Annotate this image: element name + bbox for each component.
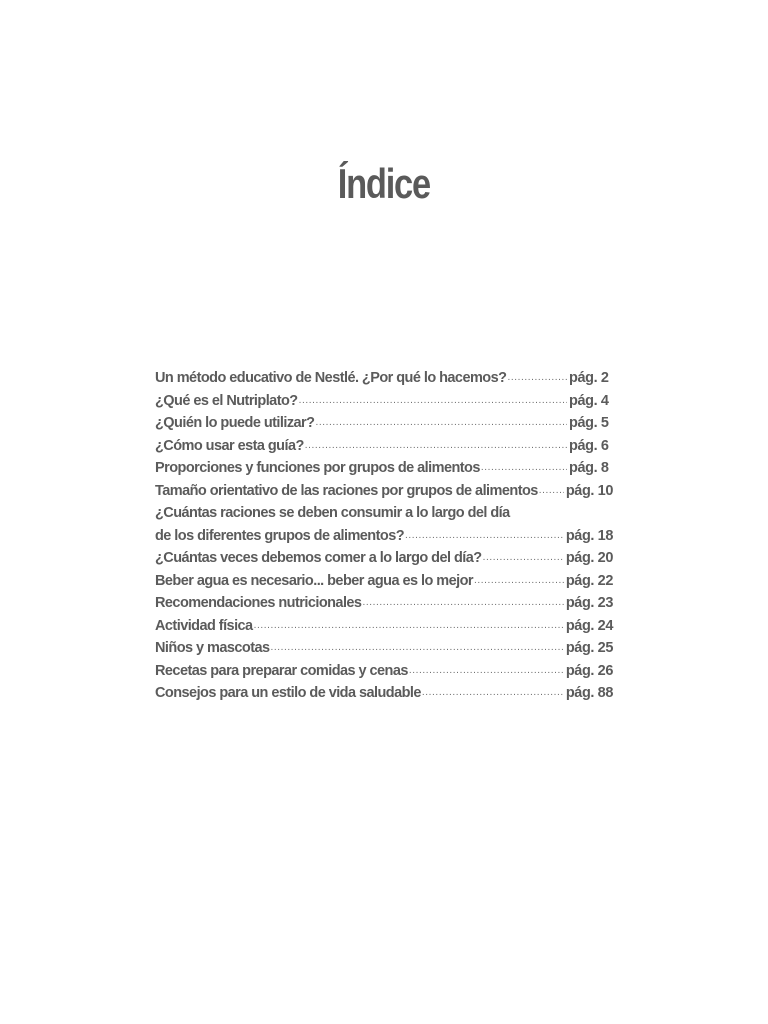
toc-entry-label: Tamaño orientativo de las raciones por grupos de alimentos [155,482,538,499]
toc-entry-page: pág. 20 [565,550,613,566]
dot-leader [405,525,564,548]
toc-entry-label: ¿Qué es el Nutriplato? [155,392,298,409]
toc-entry-label: ¿Cuántas raciones se deben consumir a lo largo del día [155,505,510,521]
dot-leader [539,480,564,503]
dot-leader [299,390,567,413]
toc-entry-page: pág. 8 [569,460,609,476]
dot-leader [362,592,563,615]
toc-entry-label: Recomendaciones nutricionales [155,595,362,611]
toc-entry[interactable] [155,480,613,503]
toc-entry[interactable] [155,390,613,413]
toc-entry-label: ¿Quién lo puede utilizar? [155,415,315,431]
toc-entry[interactable] [155,525,613,548]
toc-entry-page: pág. 23 [565,595,613,611]
toc-entry[interactable] [155,660,613,683]
toc-entry[interactable] [155,412,613,435]
dot-leader [483,547,564,570]
dot-leader [409,660,564,683]
toc-entry-page: pág. 2 [569,370,609,386]
toc-entry-page: pág. 18 [565,527,613,544]
toc-entry-page: pág. 24 [565,617,613,634]
dot-leader [254,615,564,638]
toc-entry-label: Un método educativo de Nestlé. ¿Por qué lo hacemos? [155,370,507,386]
toc-entry[interactable] [155,682,613,705]
toc-entry[interactable] [155,435,613,458]
toc-entry[interactable] [155,637,613,660]
dot-leader [305,435,567,458]
toc-entry[interactable] [155,615,613,638]
toc-entry-label: Niños y mascotas [155,640,270,656]
toc-entry-label: de los diferentes grupos de alimentos? [155,527,405,544]
toc-entry-page: pág. 10 [565,482,613,499]
toc-entry-page: pág. 22 [565,572,613,589]
dot-leader [315,412,567,435]
toc-entry-page: pág. 5 [569,415,609,431]
toc-entry-page: pág. 25 [565,640,613,656]
dot-leader [507,367,567,390]
dot-leader [481,457,567,480]
page-title: Índice [337,160,430,208]
toc-entry-page: pág. 88 [565,685,613,701]
toc-entry-page: pág. 4 [569,392,609,409]
toc-entry-continued[interactable] [155,502,613,525]
toc-entry[interactable] [155,570,613,593]
toc-entry-label: Actividad física [155,617,253,634]
toc-entry[interactable] [155,592,613,615]
toc-entry-label: ¿Cómo usar esta guía? [155,437,304,454]
toc-entry-label: Recetas para preparar comidas y cenas [155,662,408,679]
toc-entry-label: Beber agua es necesario... beber agua es lo mejor [155,572,473,589]
toc-entry-page: pág. 26 [565,662,613,679]
table-of-contents [155,367,613,705]
dot-leader [271,637,564,660]
dot-leader [474,570,564,593]
toc-entry[interactable] [155,367,613,390]
toc-entry-page: pág. 6 [569,437,609,454]
toc-entry[interactable] [155,547,613,570]
dot-leader [422,682,564,705]
toc-entry[interactable] [155,457,613,480]
toc-entry-label: Consejos para un estilo de vida saludable [155,685,421,701]
toc-entry-label: ¿Cuántas veces debemos comer a lo largo del día? [155,550,482,566]
toc-entry-label: Proporciones y funciones por grupos de alimentos [155,460,480,476]
